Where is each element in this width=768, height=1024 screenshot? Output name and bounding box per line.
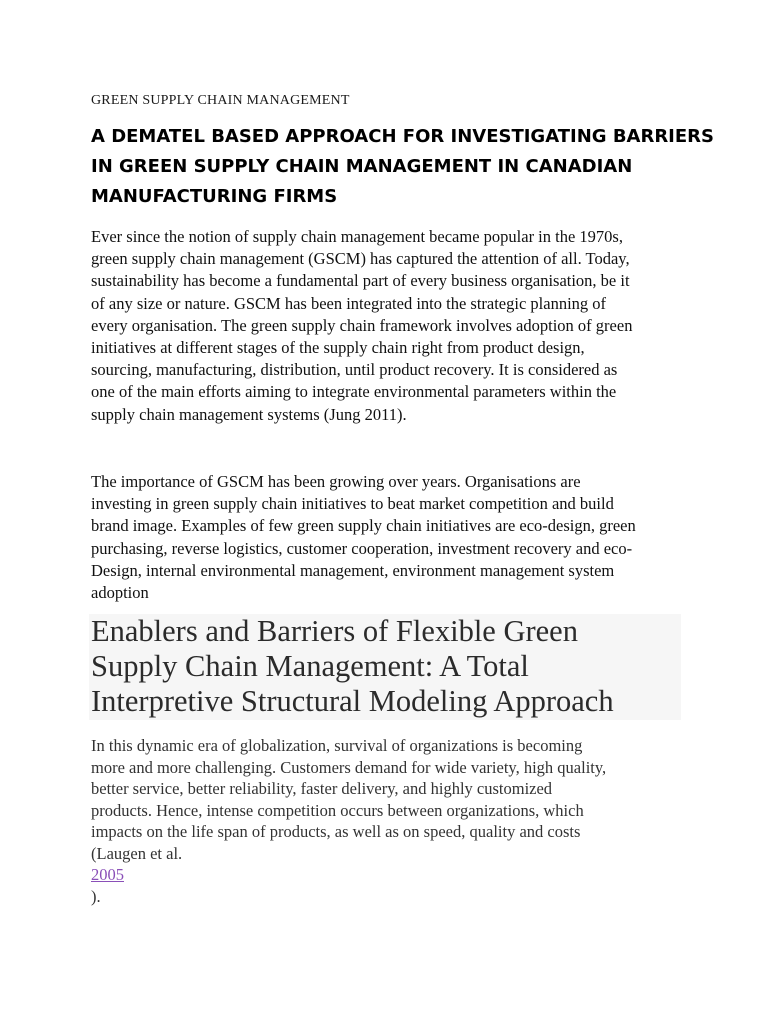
text-line: supply chain management systems (Jung 2011). (91, 404, 407, 424)
text-line: one of the main efforts aiming to integrate environmental parameters within the (91, 382, 617, 402)
text-line: investing in green supply chain initiatives to beat market competition and build (91, 494, 614, 514)
citation-suffix: ). (91, 886, 101, 906)
text-line: better service, better reliability, faster delivery, and highly customized (91, 779, 553, 798)
text-line: of any size or nature. GSCM has been integrated into the strategic planning of (91, 293, 607, 313)
heading-line: Supply Chain Management: A Total (91, 649, 529, 683)
paragraph-globalization (91, 735, 691, 907)
text-line-last (91, 843, 691, 908)
citation-prefix: (Laugen et al. (91, 843, 183, 863)
section-heading (89, 614, 681, 720)
text-line: Design, internal environmental management, environment management system (91, 560, 615, 580)
title-line: IN GREEN SUPPLY CHAIN MANAGEMENT IN CANADIAN (91, 156, 633, 177)
text-line: In this dynamic era of globalization, survival of organizations is becoming (91, 736, 583, 755)
title-line: A DEMATEL BASED APPROACH FOR INVESTIGATING BARRIERS (91, 126, 715, 147)
text-line: Ever since the notion of supply chain management became popular in the 1970s, (91, 227, 623, 246)
document-title (91, 122, 715, 212)
text-line: products. Hence, intense competition occurs between organizations, which (91, 800, 584, 820)
title-line: MANUFACTURING FIRMS (91, 186, 338, 207)
text-line: every organisation. The green supply chain framework involves adoption of green (91, 315, 633, 335)
text-line: more and more challenging. Customers demand for wide variety, high quality, (91, 757, 607, 777)
text-line: purchasing, reverse logistics, customer cooperation, investment recovery and eco- (91, 538, 633, 558)
paragraph-intro (91, 226, 691, 426)
citation-link[interactable]: 2005 (91, 865, 124, 884)
text-line: green supply chain management (GSCM) has captured the attention of all. Today, (91, 249, 630, 269)
text-line: sourcing, manufacturing, distribution, until product recovery. It is considered as (91, 360, 618, 380)
heading-line: Interpretive Structural Modeling Approach (91, 684, 614, 718)
text-line: initiatives at different stages of the supply chain right from product design, (91, 338, 585, 358)
text-line: The importance of GSCM has been growing over years. Organisations are (91, 472, 581, 491)
document-kicker: GREEN SUPPLY CHAIN MANAGEMENT (91, 93, 350, 108)
paragraph-importance (91, 471, 691, 604)
text-line: adoption (91, 583, 149, 603)
text-line: brand image. Examples of few green supply chain initiatives are eco-design, green (91, 516, 636, 536)
text-line: impacts on the life span of products, as well as on speed, quality and costs (91, 822, 581, 841)
text-line: sustainability has become a fundamental part of every business organisation, be it (91, 271, 630, 291)
heading-line: Enablers and Barriers of Flexible Green (91, 614, 578, 648)
